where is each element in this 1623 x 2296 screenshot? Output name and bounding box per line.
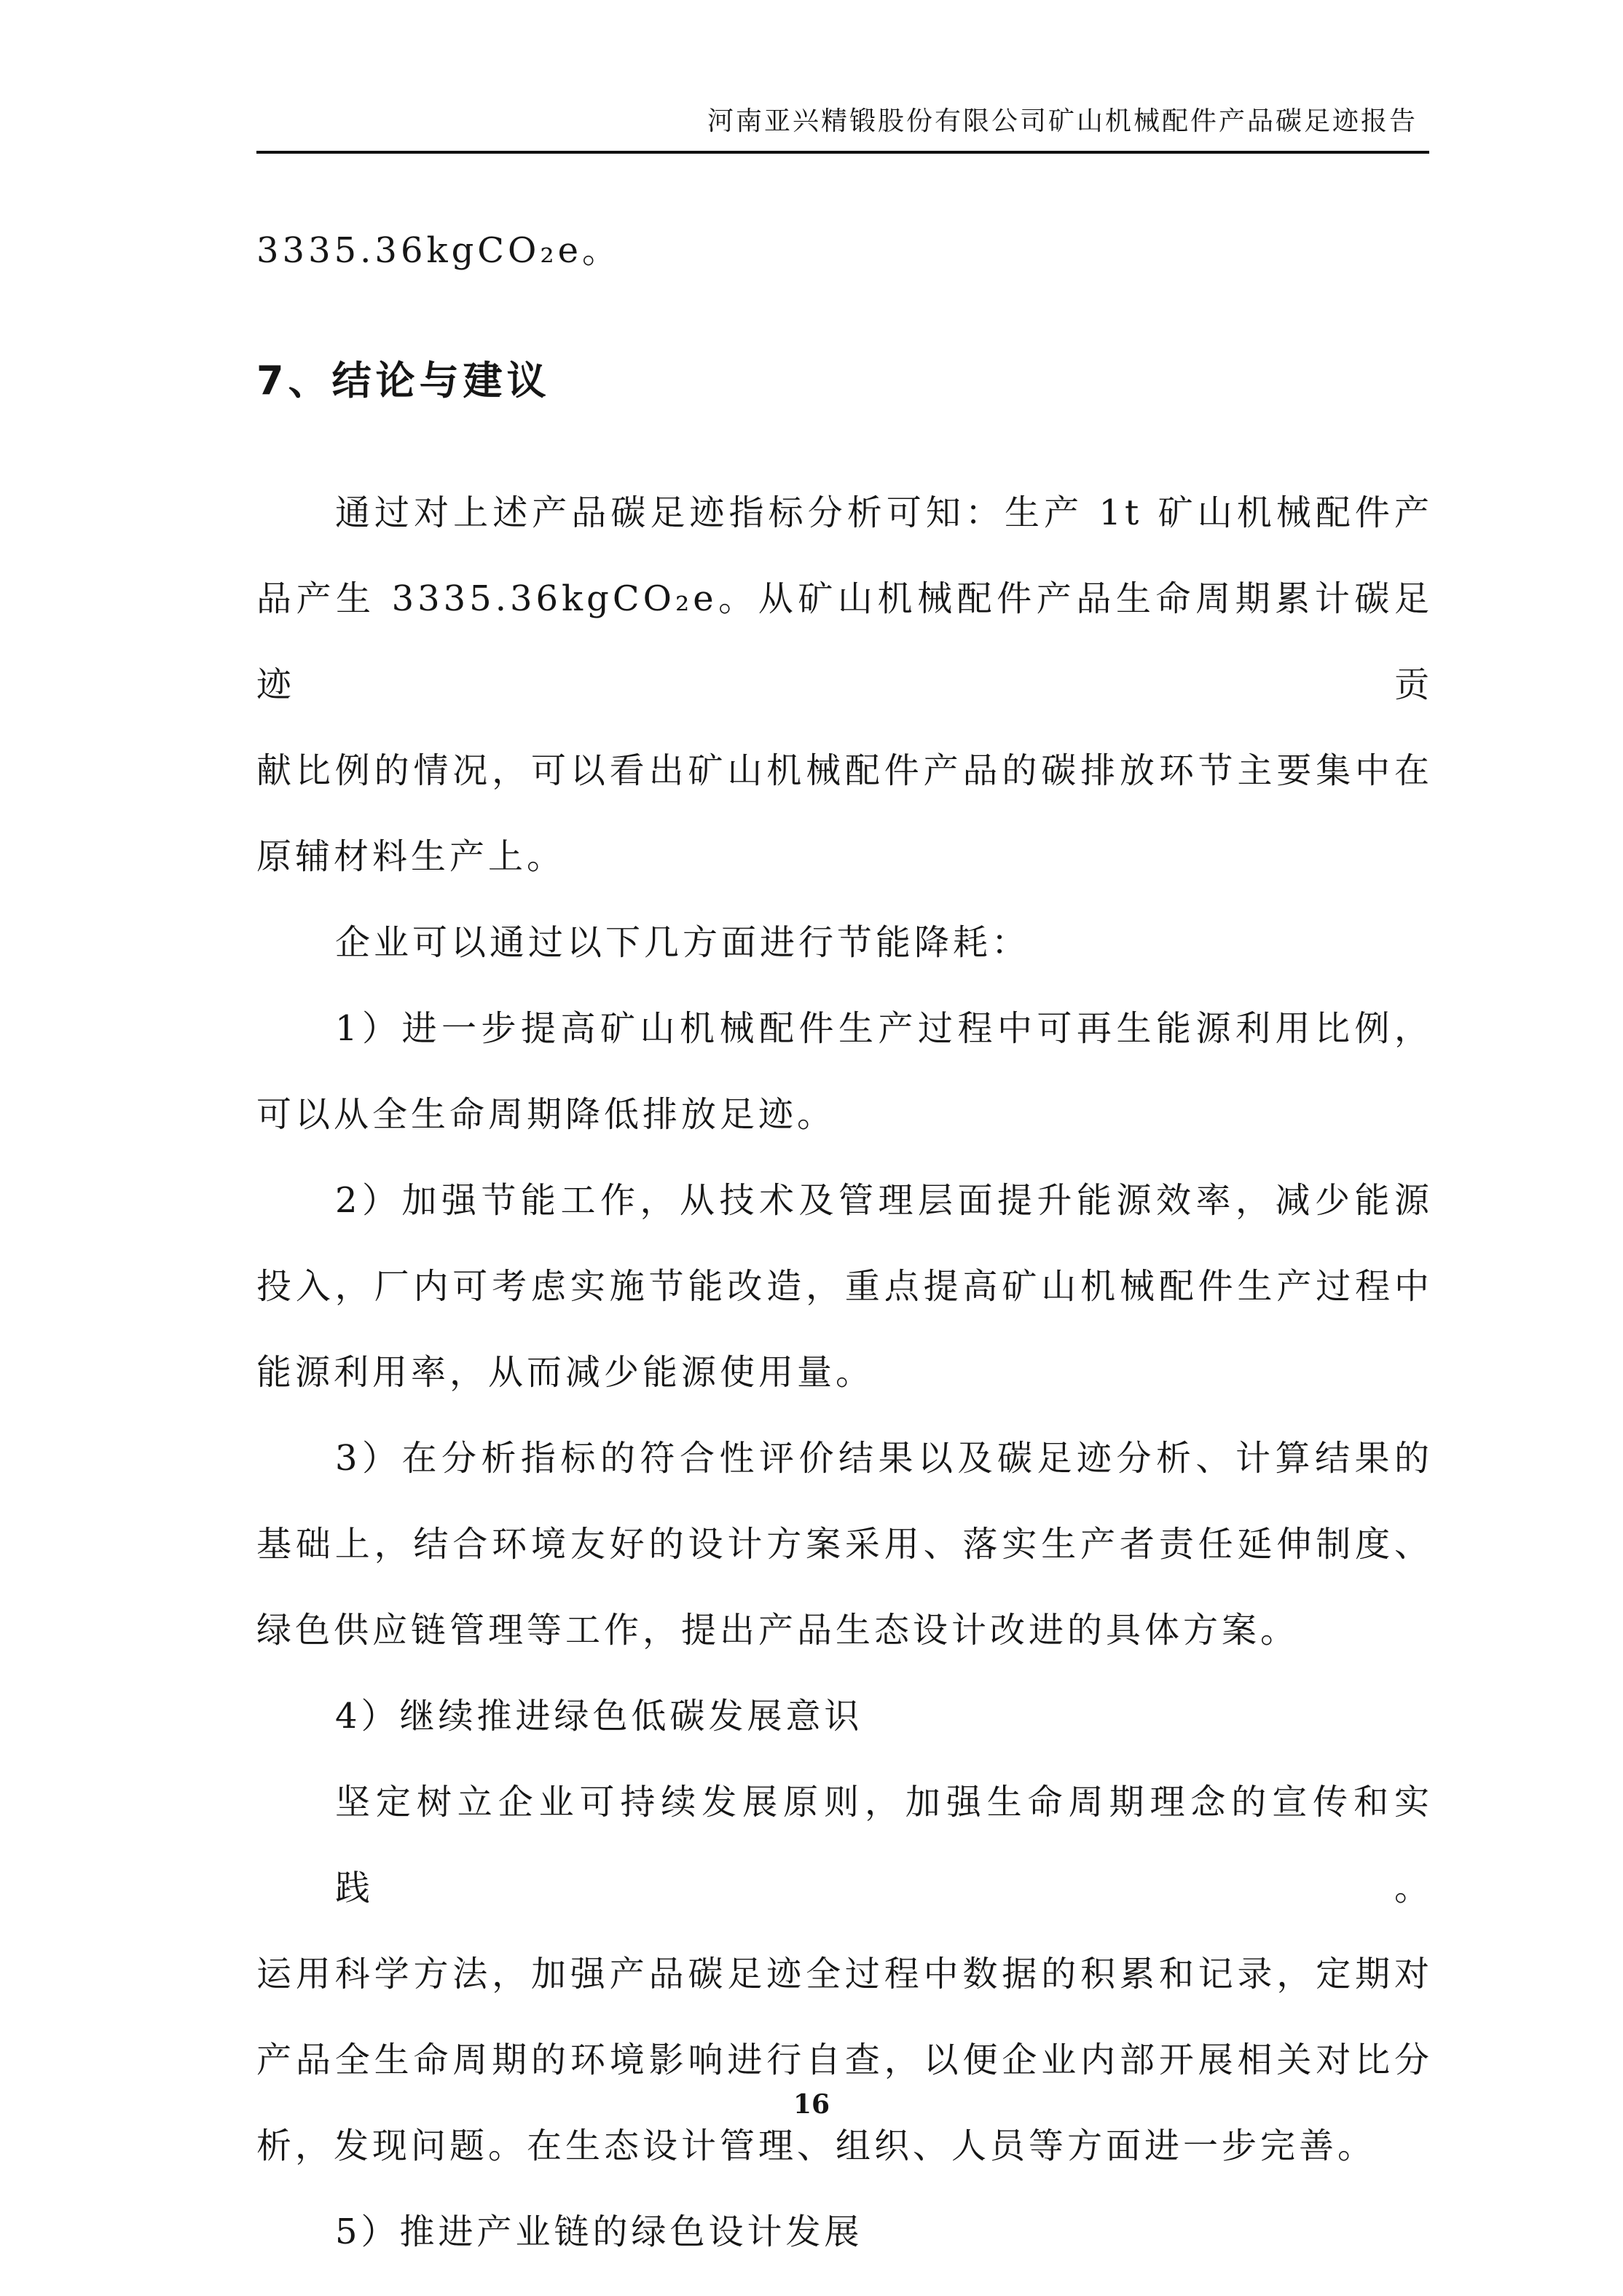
list-item-5: 5）推进产业链的绿色设计发展 [335,2212,863,2252]
text-line: 产品全生命周期的环境影响进行自查，以便企业内部开展相关对比分 [256,2040,1433,2080]
page-number: 16 [793,2089,830,2120]
list-item-1: 1）进一步提高矿山机械配件生产过程中可再生能源利用比例， [335,1008,1433,1049]
running-header: 河南亚兴精锻股份有限公司矿山机械配件产品碳足迹报告 [707,106,1418,136]
text-line: 析，发现问题。在生态设计管理、组织、人员等方面进一步完善。 [256,2126,1377,2166]
text-line: 原辅材料生产上。 [256,836,566,877]
document-body [256,208,1433,2275]
text-line: 基础上，结合环境友好的设计方案采用、落实生产者责任延伸制度、 [256,1524,1433,1565]
text-line: 绿色供应链管理等工作，提出产品生态设计改进的具体方案。 [256,1610,1300,1651]
text-line: 投入，厂内可考虑实施节能改造，重点提高矿山机械配件生产过程中 [256,1266,1433,1307]
text-line: 能源利用率，从而减少能源使用量。 [256,1352,875,1393]
header-rule [256,151,1429,154]
section-heading: 7、结论与建议 [256,358,551,404]
list-item-2: 2）加强节能工作，从技术及管理层面提升能源效率，减少能源 [335,1180,1433,1221]
text-line: 运用科学方法，加强产品碳足迹全过程中数据的积累和记录，定期对 [256,1954,1433,1994]
list-item-4: 4）继续推进绿色低碳发展意识 [335,1696,863,1737]
text-line-continuation: 3335.36kgCO₂e。 [256,230,621,271]
text-line: 通过对上述产品碳足迹指标分析可知：生产 1t 矿山机械配件产 [335,492,1433,533]
list-item-3: 3）在分析指标的符合性评价结果以及碳足迹分析、计算结果的 [335,1438,1433,1479]
text-line: 坚定树立企业可持续发展原则，加强生命周期理念的宣传和实践。 [335,1782,1433,1908]
text-line: 可以从全生命周期降低排放足迹。 [256,1094,836,1135]
text-line: 品产生 3335.36kgCO₂e。从矿山机械配件产品生命周期累计碳足迹贡 [256,578,1433,705]
text-line: 献比例的情况，可以看出矿山机械配件产品的碳排放环节主要集中在 [256,750,1433,791]
text-line: 企业可以通过以下几方面进行节能降耗： [335,922,1031,963]
